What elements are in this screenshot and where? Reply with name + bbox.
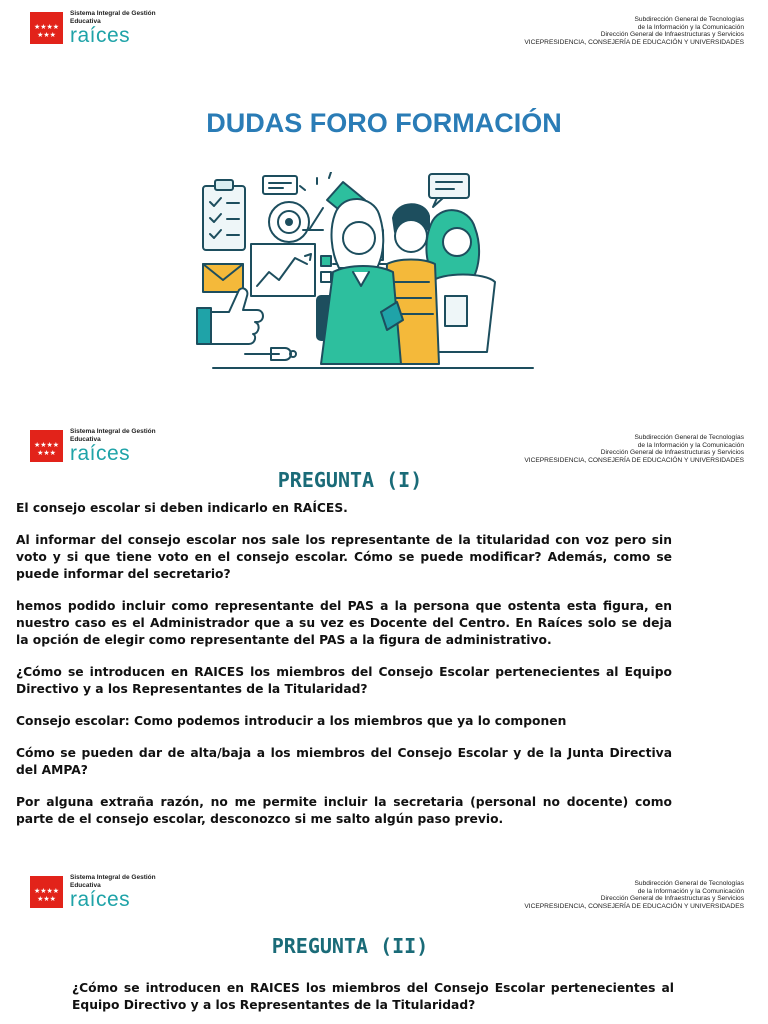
logo-brand-name: raíces <box>70 442 131 465</box>
logo-system-name: Sistema Integral de Gestión Educativa <box>70 10 156 25</box>
logo-brand-name: raíces <box>70 24 131 47</box>
org-line: Subdirección General de Tecnologías <box>634 16 744 23</box>
madrid-flag-icon: ★★★★ ★★★ <box>30 12 63 44</box>
slide-1 <box>0 0 768 412</box>
question-paragraph: ¿Cómo se introducen en RAICES los miembros del Consejo Escolar pertenecientes al Equipo Directivo y a los Representantes de la Titularidad? <box>16 665 672 696</box>
org-line: de la Información y la Comunicación <box>637 441 744 449</box>
question-title: PREGUNTA (I) <box>277 468 423 492</box>
madrid-flag-icon: ★★★★ ★★★ <box>30 876 63 908</box>
org-line: VICEPRESIDENCIA, CONSEJERÍA DE EDUCACIÓN Y UNIVERSIDADES <box>524 38 744 46</box>
question-body <box>72 980 674 1024</box>
org-line: Dirección General de Infraestructuras y Servicios <box>600 895 744 903</box>
slide-2 <box>0 418 768 858</box>
org-line: VICEPRESIDENCIA, CONSEJERÍA DE EDUCACIÓN Y UNIVERSIDADES <box>524 902 744 910</box>
raices-logo <box>30 874 160 918</box>
org-line: Subdirección General de Tecnologías <box>634 880 744 887</box>
question-paragraph: Consejo escolar: Como podemos introducir a los miembros que ya lo componen <box>16 714 567 728</box>
org-line: Dirección General de Infraestructuras y Servicios <box>600 449 744 457</box>
org-line: de la Información y la Comunicación <box>637 887 744 895</box>
slide-title: DUDAS FORO FORMACIÓN <box>206 108 562 138</box>
raices-logo <box>30 10 160 54</box>
raices-logo <box>30 428 160 472</box>
question-paragraph: Por alguna extraña razón, no me permite incluir la secretaria (personal no docente) como parte de el consejo escolar, desconozco si me salto algún paso previo. <box>16 795 672 826</box>
team-illustration <box>193 172 553 382</box>
question-body <box>16 500 672 843</box>
question-paragraph: ¿Cómo se introducen en RAICES los miembros del Consejo Escolar pertenecientes al Equipo Directivo y a los Representantes de la Titularidad? <box>72 981 674 1012</box>
org-line: de la Información y la Comunicación <box>637 23 744 31</box>
organization-header <box>484 434 744 464</box>
question-paragraph: Cómo se pueden dar de alta/baja a los miembros del Consejo Escolar y de la Junta Directiva del AMPA? <box>16 746 672 777</box>
question-paragraph: Al informar del consejo escolar nos sale los representante de la titularidad con voz pero sin voto y si que tiene voto en el consejo escolar. Cómo se puede modificar? Además, como se puede informar del secretario? <box>16 533 672 581</box>
organization-header <box>484 880 744 910</box>
org-line: Dirección General de Infraestructuras y Servicios <box>600 31 744 39</box>
org-line: Subdirección General de Tecnologías <box>634 434 744 441</box>
org-line: VICEPRESIDENCIA, CONSEJERÍA DE EDUCACIÓN Y UNIVERSIDADES <box>524 456 744 464</box>
organization-header <box>484 16 744 46</box>
logo-system-name: Sistema Integral de Gestión Educativa <box>70 874 156 889</box>
question-paragraph: hemos podido incluir como representante del PAS a la persona que ostenta esta figura, en nuestro caso es el Administrador que a su vez es Docente del Centro. En Raíces solo se deja la opción de elegir como representante del PAS a la figura de administrativo. <box>16 599 672 647</box>
madrid-flag-icon: ★★★★ ★★★ <box>30 430 63 462</box>
slide-3 <box>0 864 768 1024</box>
question-title: PREGUNTA (II) <box>271 934 429 958</box>
logo-brand-name: raíces <box>70 888 131 911</box>
logo-system-name: Sistema Integral de Gestión Educativa <box>70 428 156 443</box>
question-paragraph: El consejo escolar si deben indicarlo en RAÍCES. <box>16 501 348 515</box>
